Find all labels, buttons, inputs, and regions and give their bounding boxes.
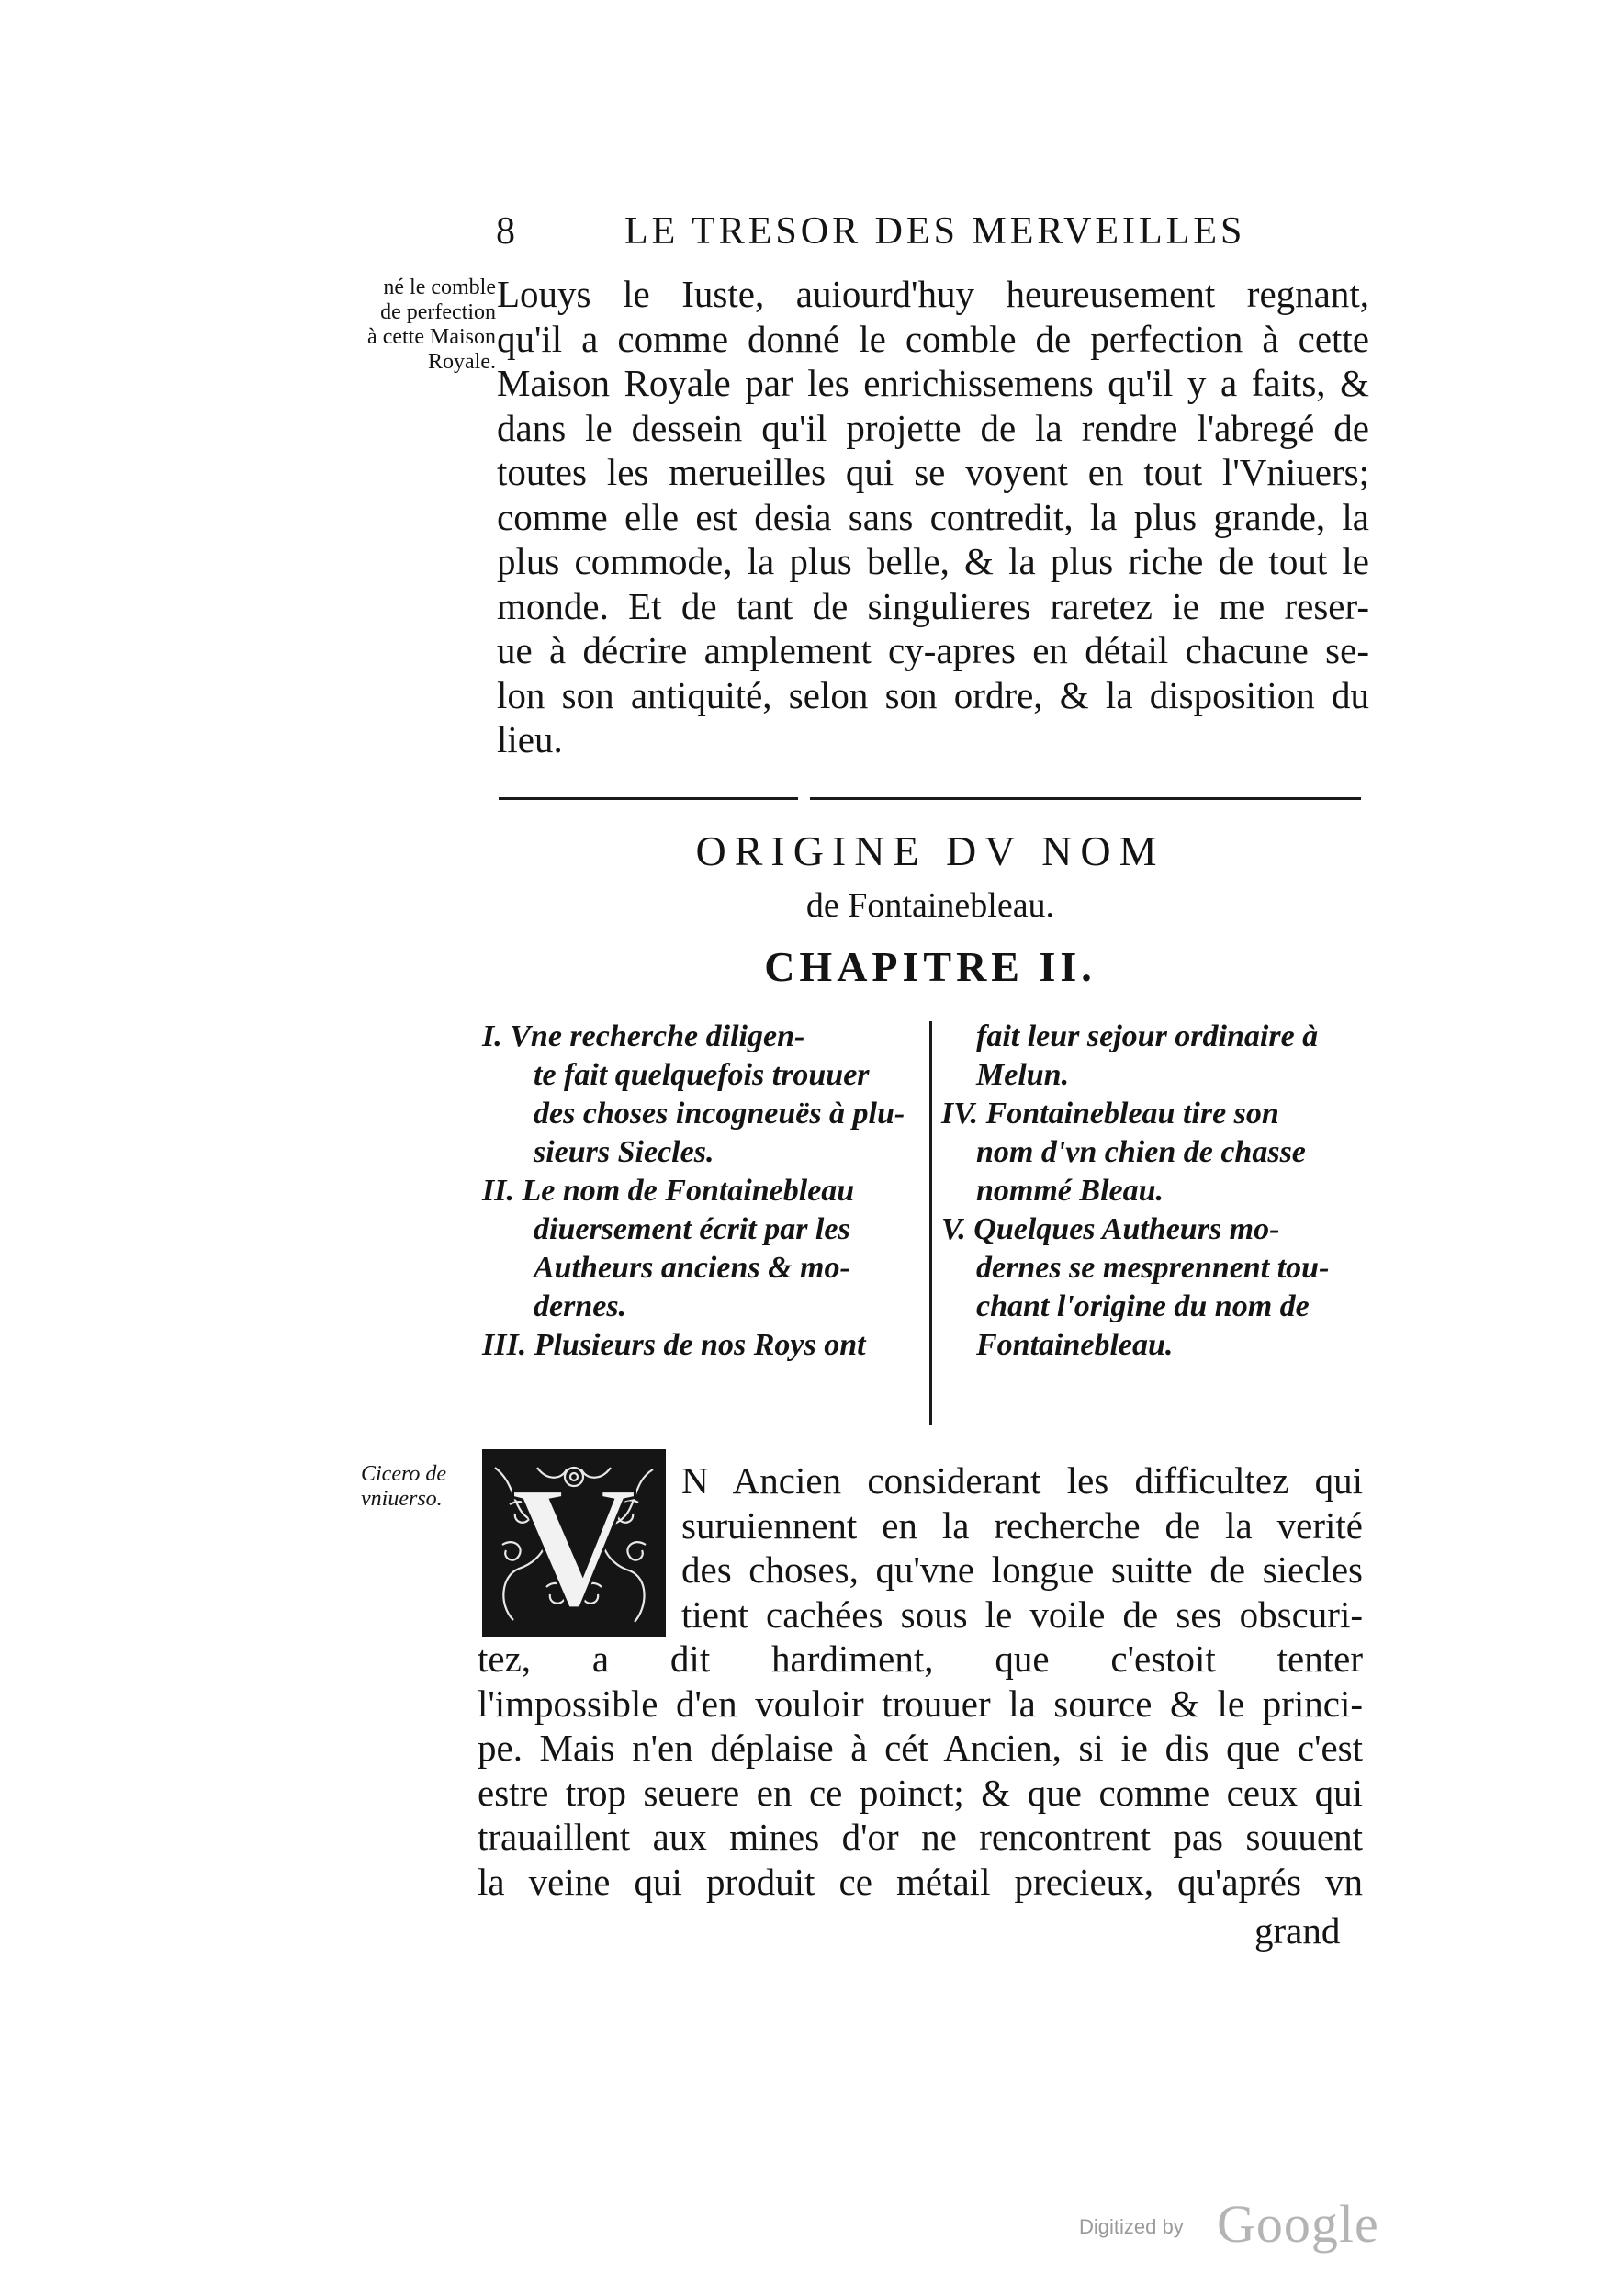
- summary-line: Melun.: [976, 1058, 1070, 1092]
- text-line: suruiennent en la recherche de la verité: [681, 1503, 1363, 1547]
- text-line: l'impossible d'en vouloir trouuer la source & le princi-: [478, 1682, 1363, 1725]
- summary-item: [482, 1172, 926, 1210]
- summary-line: Le nom de Fontainebleau: [522, 1174, 855, 1208]
- summary-item: [941, 1095, 1373, 1133]
- text-line: des choses, qu'vne longue suitte de siecles: [681, 1548, 1363, 1591]
- summary-item: [482, 1018, 926, 1056]
- text-line: toutes les merueilles qui se voyent en tout l'Vniuers;: [497, 451, 1369, 493]
- summary-numeral: III.: [482, 1328, 527, 1362]
- summary-line: dernes.: [534, 1289, 627, 1323]
- chapter-title: ORIGINE DV NOM: [695, 827, 1165, 874]
- summary-line: Vne recherche diligen-: [510, 1019, 805, 1053]
- summary-line: Autheurs anciens & mo-: [534, 1251, 850, 1285]
- chapter-subtitle: de Fontainebleau.: [805, 886, 1055, 925]
- summary-numeral: II.: [482, 1174, 514, 1208]
- summary-numeral: IV.: [941, 1097, 979, 1131]
- summary-line: nommé Bleau.: [976, 1174, 1164, 1208]
- paragraph-1: [497, 272, 1369, 762]
- text-line: Maison Royale par les enrichissemens qu'il y a faits, &: [497, 362, 1369, 404]
- page-number: 8: [496, 210, 516, 253]
- summary-line: Fontainebleau tire son: [985, 1097, 1279, 1131]
- text-line: trauaillent aux mines d'or ne rencontrent pas souuent: [478, 1816, 1363, 1858]
- summary-numeral: I.: [482, 1019, 502, 1053]
- summary-line: Fontainebleau.: [976, 1328, 1174, 1362]
- text-line: comme elle est desia sans contredit, la plus grande, la: [497, 495, 1369, 538]
- foliage-ornament-icon: [482, 1449, 666, 1637]
- summary-line: sieurs Siecles.: [534, 1135, 714, 1169]
- paragraph-2-body: [478, 1637, 1363, 1904]
- running-title: LE TRESOR DES MERVEILLES: [624, 210, 1246, 253]
- text-line: estre trop seuere en ce poinct; & que comme ceux qui: [478, 1771, 1363, 1814]
- text-line: monde. Et de tant de singulieres raretez ie me reser-: [497, 584, 1369, 627]
- text-line: plus commode, la plus belle, & la plus riche de tout le: [497, 540, 1369, 582]
- summary-item: [482, 1326, 926, 1365]
- summary-line: fait leur sejour ordinaire à: [976, 1019, 1319, 1053]
- text-line: qu'il a comme donné le comble de perfection à cette: [497, 317, 1369, 360]
- summary-left-column: [482, 1018, 926, 1365]
- text-line: ue à décrire amplement cy-apres en détail chacune se-: [497, 629, 1369, 671]
- summary-item: [941, 1210, 1373, 1249]
- summary-line: dernes se mesprennent tou-: [976, 1251, 1330, 1285]
- watermark-prefix: Digitized by: [1079, 2215, 1184, 2238]
- watermark-brand: Google: [1217, 2194, 1379, 2254]
- summary-line: Quelques Autheurs mo-: [973, 1212, 1280, 1246]
- text-line: tient cachées sous le voile de ses obscuri-: [681, 1593, 1363, 1636]
- decorated-initial: [482, 1449, 666, 1637]
- text-line: la veine qui produit ce métail precieux, qu'aprés vn: [478, 1860, 1363, 1903]
- drop-cap-letter: V: [511, 1451, 637, 1637]
- margin-note-citation: Cicero de vniuerso.: [361, 1462, 447, 1511]
- text-line: lon son antiquité, selon son ordre, & la disposition du: [497, 673, 1369, 716]
- summary-line: chant l'origine du nom de: [976, 1289, 1310, 1323]
- digitized-watermark: [1079, 2193, 1410, 2254]
- text-line: Louys le Iuste, auiourd'huy heureusement regnant,: [497, 273, 1369, 315]
- text-line: N Ancien considerant les difficultez qui: [681, 1459, 1363, 1502]
- summary-line: Plusieurs de nos Roys ont: [534, 1328, 866, 1362]
- text-line: tez, a dit hardiment, que c'estoit tenter: [478, 1638, 1363, 1680]
- summary-line: te fait quelquefois trouuer: [534, 1058, 870, 1092]
- summary-numeral: V.: [941, 1212, 966, 1246]
- summary-right-column: [941, 1018, 1373, 1365]
- catchword: grand: [1254, 1909, 1341, 1952]
- section-rule-left: [499, 797, 798, 800]
- summary-line: nom d'vn chien de chasse: [976, 1135, 1306, 1169]
- margin-note-first: né le comble de perfection à cette Maison Royale.: [367, 276, 496, 374]
- section-rule-right: [810, 797, 1361, 800]
- chapter-number: CHAPITRE II.: [764, 943, 1097, 990]
- summary-column-divider: [929, 1021, 932, 1425]
- text-line: pe. Mais n'en déplaise à cét Ancien, si ie dis que c'est: [478, 1727, 1363, 1769]
- summary-line: des choses incogneuës à plu-: [534, 1097, 905, 1131]
- text-line: dans le dessein qu'il projette de la rendre l'abregé de: [497, 406, 1369, 449]
- paragraph-2-opening: [681, 1458, 1363, 1637]
- text-line: lieu.: [497, 718, 563, 760]
- summary-line: diuersement écrit par les: [534, 1212, 850, 1246]
